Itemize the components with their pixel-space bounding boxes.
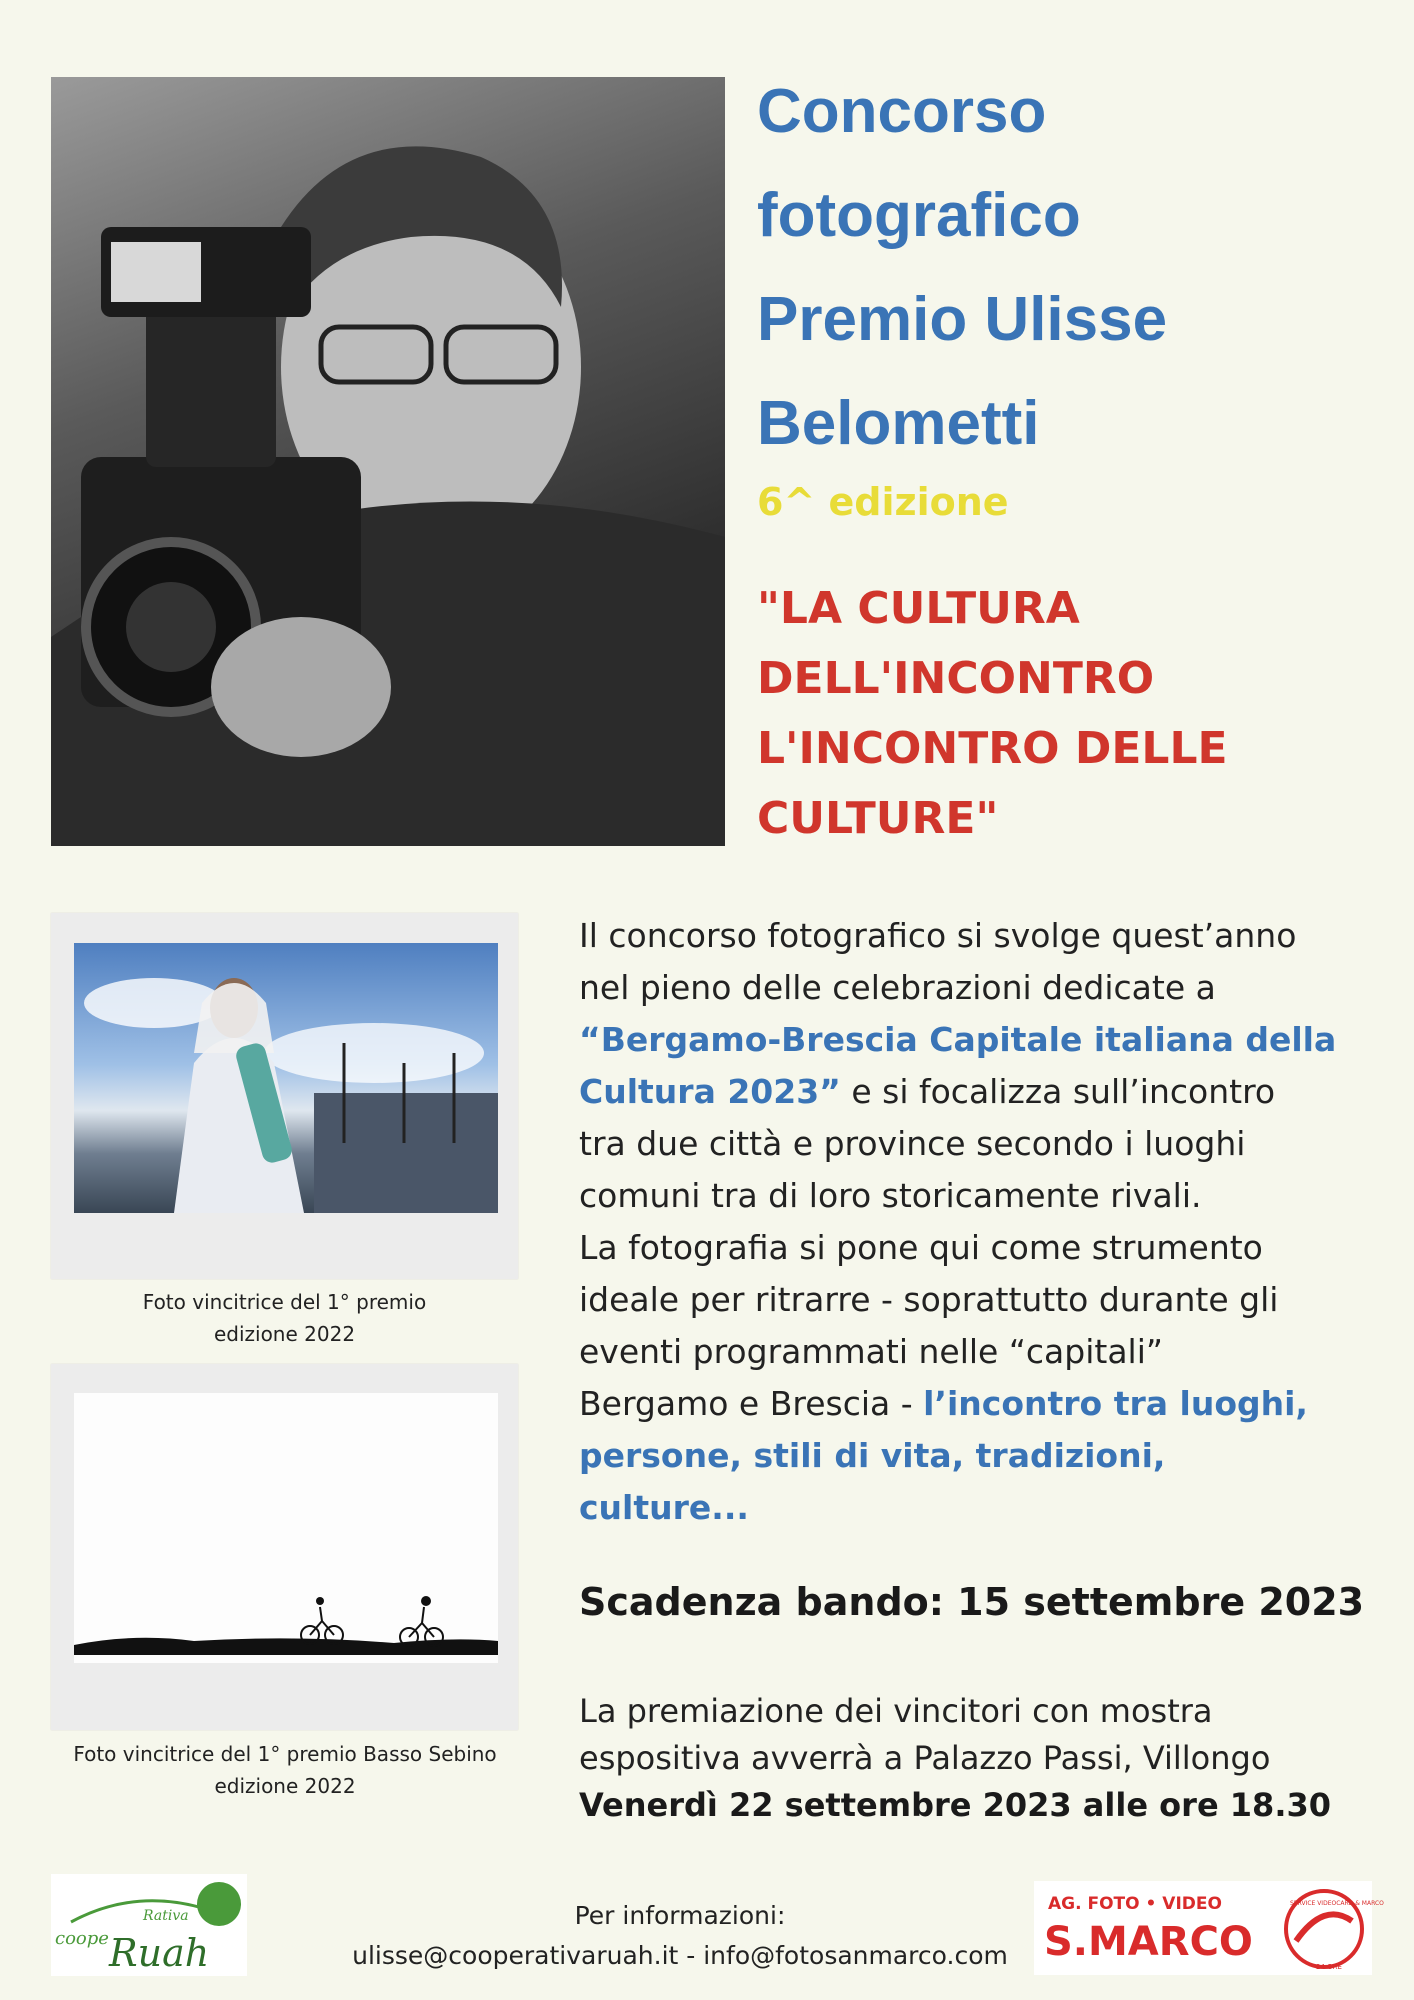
ruah-logo-graphic — [51, 1874, 247, 1976]
contact-emails[interactable]: ulisse@cooperativaruah.it - info@fotosanmarco.com — [352, 1941, 1008, 1970]
body-line-6: comuni tra di loro storicamente rivali. — [579, 1176, 1202, 1215]
caption2-line-1: Foto vincitrice del 1° premio Basso Sebino — [73, 1742, 497, 1766]
award-line-3 — [579, 1782, 1379, 1829]
portrait-photo — [51, 77, 725, 846]
caption1-line-1: Foto vincitrice del 1° premio — [142, 1290, 427, 1314]
award-line-1: La premiazione dei vincitori con mostra — [579, 1692, 1213, 1730]
photo-caption-1 — [51, 1286, 518, 1350]
logo-right-text-3: SERVICE VIDEOCARD & MARCO — [1290, 1900, 1384, 1907]
winning-photo-basso-sebino — [74, 1393, 498, 1663]
body-line-12: culture... — [579, 1488, 749, 1527]
body-line-10 — [579, 1378, 1379, 1430]
caption1-line-2: edizione 2022 — [213, 1322, 356, 1346]
title-line-2: fotografico — [757, 181, 1081, 250]
slogan — [757, 574, 1397, 854]
award-date: Venerdì 22 settembre 2023 alle ore 18.30 — [579, 1786, 1331, 1824]
title-line-1: Concorso — [757, 77, 1047, 146]
contact-info — [270, 1896, 1090, 1976]
deadline-text: Scadenza bando: 15 settembre 2023 — [579, 1580, 1365, 1624]
logo-left-text-2: Rativa — [143, 1908, 189, 1924]
foto-san-marco-logo — [1034, 1881, 1384, 1975]
body-line-1: Il concorso fotografico si svolge quest’anno — [579, 916, 1297, 955]
body-line-10-start: Bergamo e Brescia - — [579, 1384, 924, 1423]
encounter-highlight: l’incontro tra luoghi, — [923, 1384, 1308, 1423]
logo-left-text-1: coope — [55, 1928, 109, 1949]
body-line-8: ideale per ritrarre - soprattutto durante gli — [579, 1280, 1279, 1319]
cooperativa-ruah-logo — [51, 1874, 247, 1976]
body-line-3: “Bergamo-Brescia Capitale italiana della — [579, 1020, 1337, 1059]
logo-left-text-3: Ruah — [109, 1931, 210, 1975]
body-line-11: persone, stili di vita, tradizioni, — [579, 1436, 1166, 1475]
winning-photo-2022 — [74, 943, 498, 1213]
edition-label: 6^ edizione — [757, 480, 1009, 524]
cyclists-silhouette-illustration — [74, 1393, 498, 1663]
info-label: Per informazioni: — [574, 1901, 786, 1930]
logo-right-text-2: S.MARCO — [1044, 1919, 1253, 1965]
title-line-3: Premio Ulisse — [757, 285, 1168, 354]
caption2-line-2: edizione 2022 — [214, 1774, 356, 1798]
body-line-4 — [579, 1066, 1379, 1118]
photo-caption-2 — [40, 1738, 530, 1802]
description-text — [579, 910, 1379, 1534]
san-marco-logo-graphic — [1034, 1881, 1384, 1975]
slogan-line-2: DELL'INCONTRO — [757, 653, 1155, 704]
capital-culture-highlight: Cultura 2023” — [579, 1072, 841, 1111]
body-line-2: nel pieno delle celebrazioni dedicate a — [579, 968, 1216, 1007]
slogan-line-1: "LA CULTURA — [757, 583, 1080, 634]
award-info — [579, 1688, 1379, 1829]
woman-harbour-illustration — [74, 943, 498, 1213]
photographer-illustration — [51, 77, 725, 846]
body-line-7: La fotografia si pone qui come strumento — [579, 1228, 1263, 1267]
page-title — [757, 60, 1397, 476]
body-line-4-rest: e si focalizza sull’incontro — [840, 1072, 1276, 1111]
logo-right-text-4: 24 ORE — [1316, 1963, 1342, 1971]
body-line-5: tra due città e province secondo i luoghi — [579, 1124, 1246, 1163]
award-line-2: espositiva avverrà a Palazzo Passi, Villongo — [579, 1739, 1271, 1777]
title-line-4: Belometti — [757, 389, 1040, 458]
slogan-line-4: CULTURE" — [757, 793, 999, 844]
slogan-line-3: L'INCONTRO DELLE — [757, 723, 1228, 774]
body-line-9: eventi programmati nelle “capitali” — [579, 1332, 1163, 1371]
logo-right-text-1: AG. FOTO • VIDEO — [1048, 1894, 1222, 1914]
